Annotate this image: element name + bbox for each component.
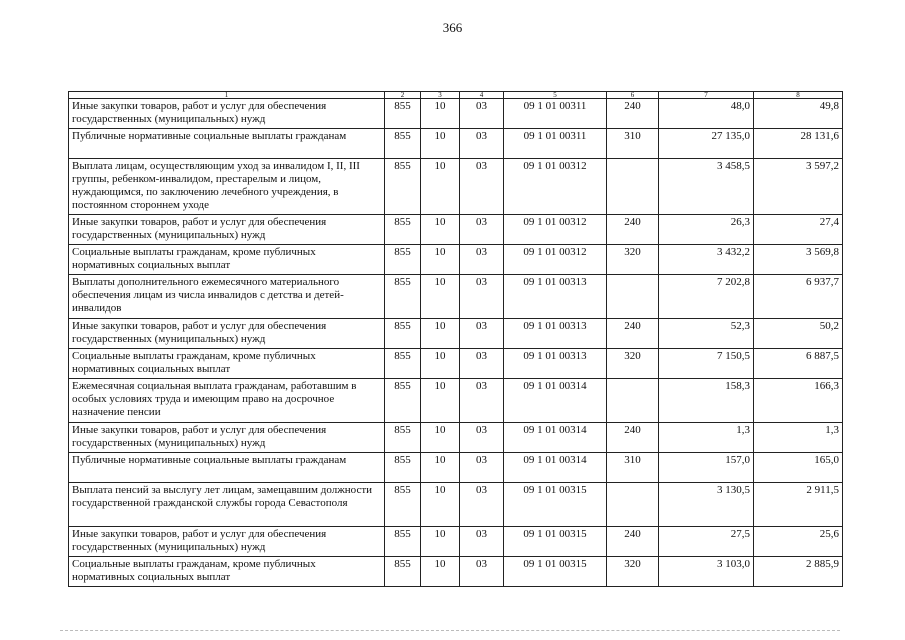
cell-amount-year1: 3 458,5 <box>659 159 754 215</box>
column-header: 8 <box>754 92 843 99</box>
cell-name: Иные закупки товаров, работ и услуг для обеспечения государственных (муниципальных) нужд <box>69 527 385 557</box>
cell-ministry-code: 855 <box>385 275 421 319</box>
table-row <box>69 483 843 527</box>
cell-name: Выплаты дополнительного ежемесячного материального обеспечения лицам из числа инвалидов с детства и детей-инвалидов <box>69 275 385 319</box>
cell-subsection: 03 <box>460 245 504 275</box>
column-header: 3 <box>421 92 460 99</box>
cell-expense-type <box>607 275 659 319</box>
table-row <box>69 215 843 245</box>
cell-expense-type: 320 <box>607 349 659 379</box>
cell-section: 10 <box>421 349 460 379</box>
column-header: 1 <box>69 92 385 99</box>
cell-amount-year1: 3 103,0 <box>659 557 754 587</box>
cell-amount-year2: 27,4 <box>754 215 843 245</box>
cell-amount-year1: 48,0 <box>659 99 754 129</box>
cell-ministry-code: 855 <box>385 453 421 483</box>
cell-subsection: 03 <box>460 129 504 159</box>
cell-target-article: 09 1 01 00315 <box>504 483 607 527</box>
cell-amount-year1: 52,3 <box>659 319 754 349</box>
cell-name: Ежемесячная социальная выплата гражданам, работавшим в особых условиях труда и имеющим право на досрочное назначение пенсии <box>69 379 385 423</box>
cell-target-article: 09 1 01 00313 <box>504 349 607 379</box>
cell-target-article: 09 1 01 00315 <box>504 527 607 557</box>
cell-name: Социальные выплаты гражданам, кроме публичных нормативных социальных выплат <box>69 349 385 379</box>
cell-ministry-code: 855 <box>385 129 421 159</box>
cell-subsection: 03 <box>460 557 504 587</box>
cell-subsection: 03 <box>460 319 504 349</box>
cell-amount-year1: 158,3 <box>659 379 754 423</box>
cell-section: 10 <box>421 129 460 159</box>
cell-amount-year1: 1,3 <box>659 423 754 453</box>
column-header: 4 <box>460 92 504 99</box>
cell-target-article: 09 1 01 00312 <box>504 159 607 215</box>
cell-target-article: 09 1 01 00311 <box>504 99 607 129</box>
column-header: 2 <box>385 92 421 99</box>
cell-target-article: 09 1 01 00312 <box>504 245 607 275</box>
table-row <box>69 527 843 557</box>
cell-section: 10 <box>421 527 460 557</box>
page-number: 366 <box>442 20 463 35</box>
cell-amount-year1: 7 202,8 <box>659 275 754 319</box>
cell-expense-type: 240 <box>607 215 659 245</box>
cell-ministry-code: 855 <box>385 159 421 215</box>
cell-amount-year2: 28 131,6 <box>754 129 843 159</box>
cell-target-article: 09 1 01 00314 <box>504 379 607 423</box>
table-row <box>69 245 843 275</box>
cell-expense-type <box>607 483 659 527</box>
budget-table <box>68 91 843 587</box>
cell-expense-type: 310 <box>607 453 659 483</box>
cell-ministry-code: 855 <box>385 557 421 587</box>
cell-name: Иные закупки товаров, работ и услуг для обеспечения государственных (муниципальных) нужд <box>69 319 385 349</box>
cell-amount-year2: 3 597,2 <box>754 159 843 215</box>
column-number-row <box>69 92 843 99</box>
cell-name: Социальные выплаты гражданам, кроме публичных нормативных социальных выплат <box>69 245 385 275</box>
cell-name: Социальные выплаты гражданам, кроме публичных нормативных социальных выплат <box>69 557 385 587</box>
table-row <box>69 349 843 379</box>
cell-amount-year1: 157,0 <box>659 453 754 483</box>
cell-amount-year2: 1,3 <box>754 423 843 453</box>
cell-amount-year1: 27 135,0 <box>659 129 754 159</box>
cell-amount-year1: 7 150,5 <box>659 349 754 379</box>
cell-name: Выплата лицам, осуществляющим уход за инвалидом I, II, III группы, ребенком-инвалидом, престарелым и лицом, нуждающимся, по заключению лечебного учреждения, в постоянном стороннем уходе <box>69 159 385 215</box>
cell-section: 10 <box>421 453 460 483</box>
cell-ministry-code: 855 <box>385 379 421 423</box>
cell-name: Иные закупки товаров, работ и услуг для обеспечения государственных (муниципальных) нужд <box>69 99 385 129</box>
cell-expense-type: 240 <box>607 99 659 129</box>
table-row <box>69 129 843 159</box>
cell-expense-type: 320 <box>607 245 659 275</box>
cell-target-article: 09 1 01 00314 <box>504 453 607 483</box>
table-row <box>69 159 843 215</box>
cell-section: 10 <box>421 379 460 423</box>
cell-section: 10 <box>421 483 460 527</box>
table-row <box>69 319 843 349</box>
cell-section: 10 <box>421 215 460 245</box>
cell-expense-type: 240 <box>607 423 659 453</box>
cell-amount-year2: 25,6 <box>754 527 843 557</box>
cell-amount-year2: 2 885,9 <box>754 557 843 587</box>
cell-subsection: 03 <box>460 379 504 423</box>
table-row <box>69 99 843 129</box>
cell-expense-type: 240 <box>607 527 659 557</box>
cell-expense-type <box>607 379 659 423</box>
cell-amount-year2: 49,8 <box>754 99 843 129</box>
cell-subsection: 03 <box>460 275 504 319</box>
cell-target-article: 09 1 01 00312 <box>504 215 607 245</box>
table-row <box>69 275 843 319</box>
cell-amount-year2: 6 887,5 <box>754 349 843 379</box>
cell-amount-year2: 50,2 <box>754 319 843 349</box>
table-row <box>69 379 843 423</box>
cell-subsection: 03 <box>460 483 504 527</box>
cell-amount-year1: 26,3 <box>659 215 754 245</box>
column-header: 5 <box>504 92 607 99</box>
cell-amount-year2: 6 937,7 <box>754 275 843 319</box>
cell-subsection: 03 <box>460 159 504 215</box>
cell-amount-year2: 2 911,5 <box>754 483 843 527</box>
cell-subsection: 03 <box>460 349 504 379</box>
table-row <box>69 423 843 453</box>
page-bottom-edge <box>60 630 840 635</box>
cell-expense-type <box>607 159 659 215</box>
cell-section: 10 <box>421 557 460 587</box>
cell-ministry-code: 855 <box>385 349 421 379</box>
cell-expense-type: 240 <box>607 319 659 349</box>
cell-target-article: 09 1 01 00313 <box>504 275 607 319</box>
cell-ministry-code: 855 <box>385 319 421 349</box>
cell-subsection: 03 <box>460 527 504 557</box>
cell-ministry-code: 855 <box>385 215 421 245</box>
cell-section: 10 <box>421 159 460 215</box>
cell-expense-type: 320 <box>607 557 659 587</box>
cell-amount-year1: 3 130,5 <box>659 483 754 527</box>
cell-target-article: 09 1 01 00311 <box>504 129 607 159</box>
cell-ministry-code: 855 <box>385 245 421 275</box>
cell-name: Иные закупки товаров, работ и услуг для обеспечения государственных (муниципальных) нужд <box>69 423 385 453</box>
cell-subsection: 03 <box>460 215 504 245</box>
cell-section: 10 <box>421 99 460 129</box>
cell-section: 10 <box>421 275 460 319</box>
cell-name: Публичные нормативные социальные выплаты гражданам <box>69 129 385 159</box>
cell-target-article: 09 1 01 00313 <box>504 319 607 349</box>
table-row <box>69 557 843 587</box>
cell-expense-type: 310 <box>607 129 659 159</box>
cell-ministry-code: 855 <box>385 423 421 453</box>
cell-section: 10 <box>421 319 460 349</box>
table-row <box>69 453 843 483</box>
cell-ministry-code: 855 <box>385 483 421 527</box>
cell-ministry-code: 855 <box>385 527 421 557</box>
cell-name: Иные закупки товаров, работ и услуг для обеспечения государственных (муниципальных) нужд <box>69 215 385 245</box>
cell-name: Выплата пенсий за выслугу лет лицам, замещавшим должности государственной гражданской службы города Севастополя <box>69 483 385 527</box>
cell-ministry-code: 855 <box>385 99 421 129</box>
cell-amount-year2: 166,3 <box>754 379 843 423</box>
cell-target-article: 09 1 01 00314 <box>504 423 607 453</box>
cell-amount-year1: 3 432,2 <box>659 245 754 275</box>
cell-subsection: 03 <box>460 423 504 453</box>
cell-section: 10 <box>421 245 460 275</box>
cell-amount-year2: 3 569,8 <box>754 245 843 275</box>
cell-subsection: 03 <box>460 453 504 483</box>
cell-target-article: 09 1 01 00315 <box>504 557 607 587</box>
cell-name: Публичные нормативные социальные выплаты гражданам <box>69 453 385 483</box>
cell-amount-year2: 165,0 <box>754 453 843 483</box>
column-header: 6 <box>607 92 659 99</box>
cell-amount-year1: 27,5 <box>659 527 754 557</box>
cell-subsection: 03 <box>460 99 504 129</box>
cell-section: 10 <box>421 423 460 453</box>
column-header: 7 <box>659 92 754 99</box>
table-body <box>69 99 843 587</box>
